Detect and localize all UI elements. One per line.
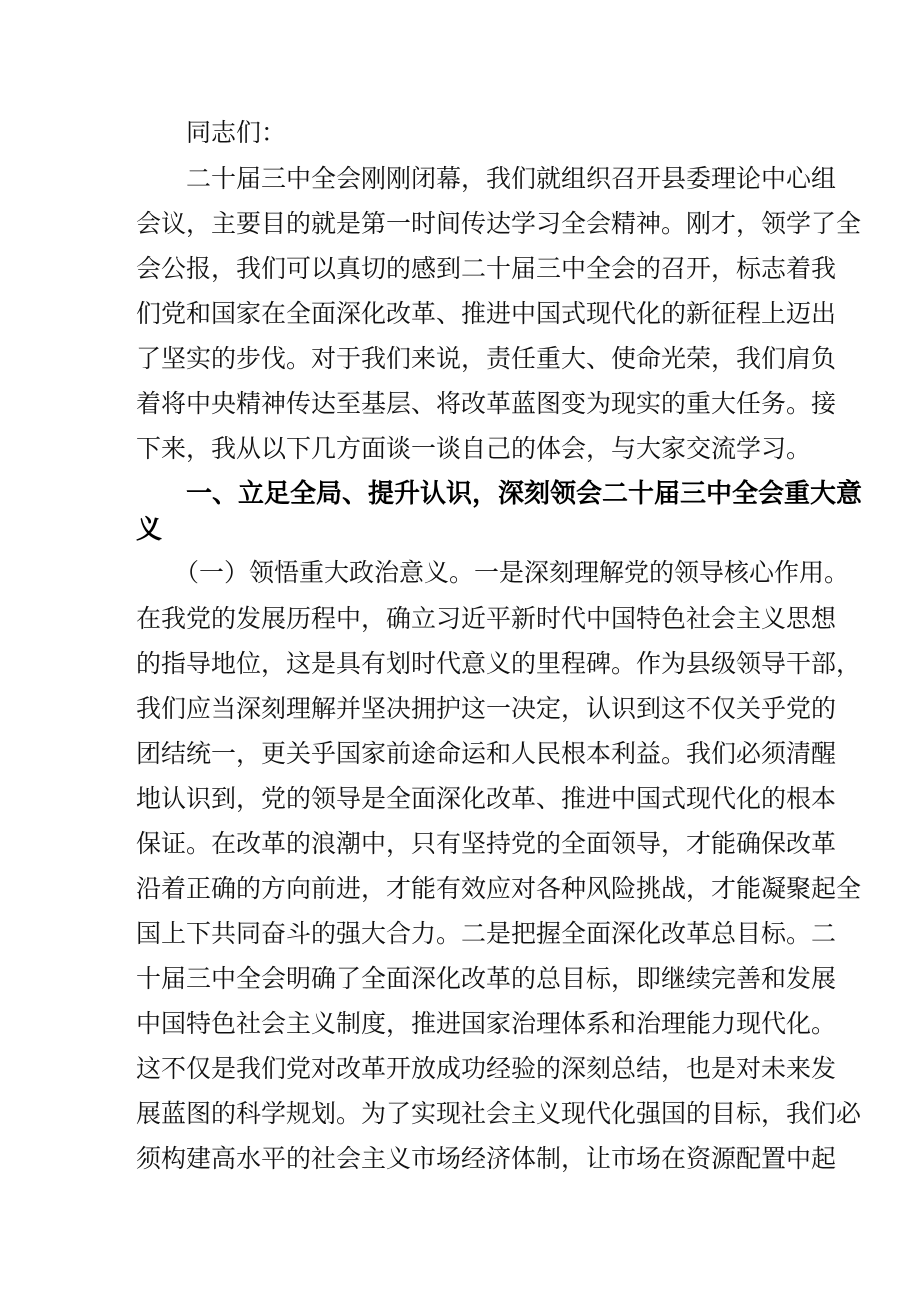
intro-line: 二十届三中全会刚刚闭幕，我们就组织召开县委理论中心组	[186, 164, 837, 193]
section-line: 保证。在改革的浪潮中，只有坚持党的全面领导，才能确保改革	[136, 829, 837, 858]
section-line: 团结统一，更关乎国家前途命运和人民根本利益。我们必须清醒	[136, 739, 837, 768]
intro-line: 会议，主要目的就是第一时间传达学习全会精神。刚才，领学了全	[136, 209, 862, 238]
section-line: 沿着正确的方向前进，才能有效应对各种风险挑战，才能凝聚起全	[136, 874, 862, 903]
section-line: 国上下共同奋斗的强大合力。二是把握全面深化改革总目标。二	[136, 919, 837, 948]
intro-line: 下来，我从以下几方面谈一谈自己的体会，与大家交流学习。	[136, 434, 812, 463]
section-heading-continuation: 义	[136, 515, 163, 545]
salutation: 同志们：	[186, 118, 287, 147]
intro-line: 们党和国家在全面深化改革、推进中国式现代化的新征程上迈出	[136, 299, 837, 328]
section-line: 我们应当深刻理解并坚决拥护这一决定，认识到这不仅关乎党的	[136, 694, 837, 723]
section-heading: 一、立足全局、提升认识，深刻领会二十届三中全会重大意	[186, 479, 863, 509]
section-line: 中国特色社会主义制度，推进国家治理体系和治理能力现代化。	[136, 1009, 837, 1038]
section-line: 展蓝图的科学规划。为了实现社会主义现代化强国的目标，我们必	[136, 1099, 862, 1128]
intro-line: 着将中央精神传达至基层、将改革蓝图变为现实的重大任务。接	[136, 389, 837, 418]
section-line: （一）领悟重大政治意义。一是深刻理解党的领导核心作用。	[174, 558, 850, 587]
section-line: 地认识到，党的领导是全面深化改革、推进中国式现代化的根本	[136, 784, 837, 813]
intro-line: 会公报，我们可以真切的感到二十届三中全会的召开，标志着我	[136, 254, 837, 283]
section-line: 这不仅是我们党对改革开放成功经验的深刻总结，也是对未来发	[136, 1054, 837, 1083]
section-line: 在我党的发展历程中，确立习近平新时代中国特色社会主义思想	[136, 604, 837, 633]
intro-line: 了坚实的步伐。对于我们来说，责任重大、使命光荣，我们肩负	[136, 344, 837, 373]
section-line: 的指导地位，这是具有划时代意义的里程碑。作为县级领导干部，	[136, 649, 862, 678]
section-line: 十届三中全会明确了全面深化改革的总目标，即继续完善和发展	[136, 964, 837, 993]
section-line: 须构建高水平的社会主义市场经济体制，让市场在资源配置中起	[136, 1144, 837, 1173]
